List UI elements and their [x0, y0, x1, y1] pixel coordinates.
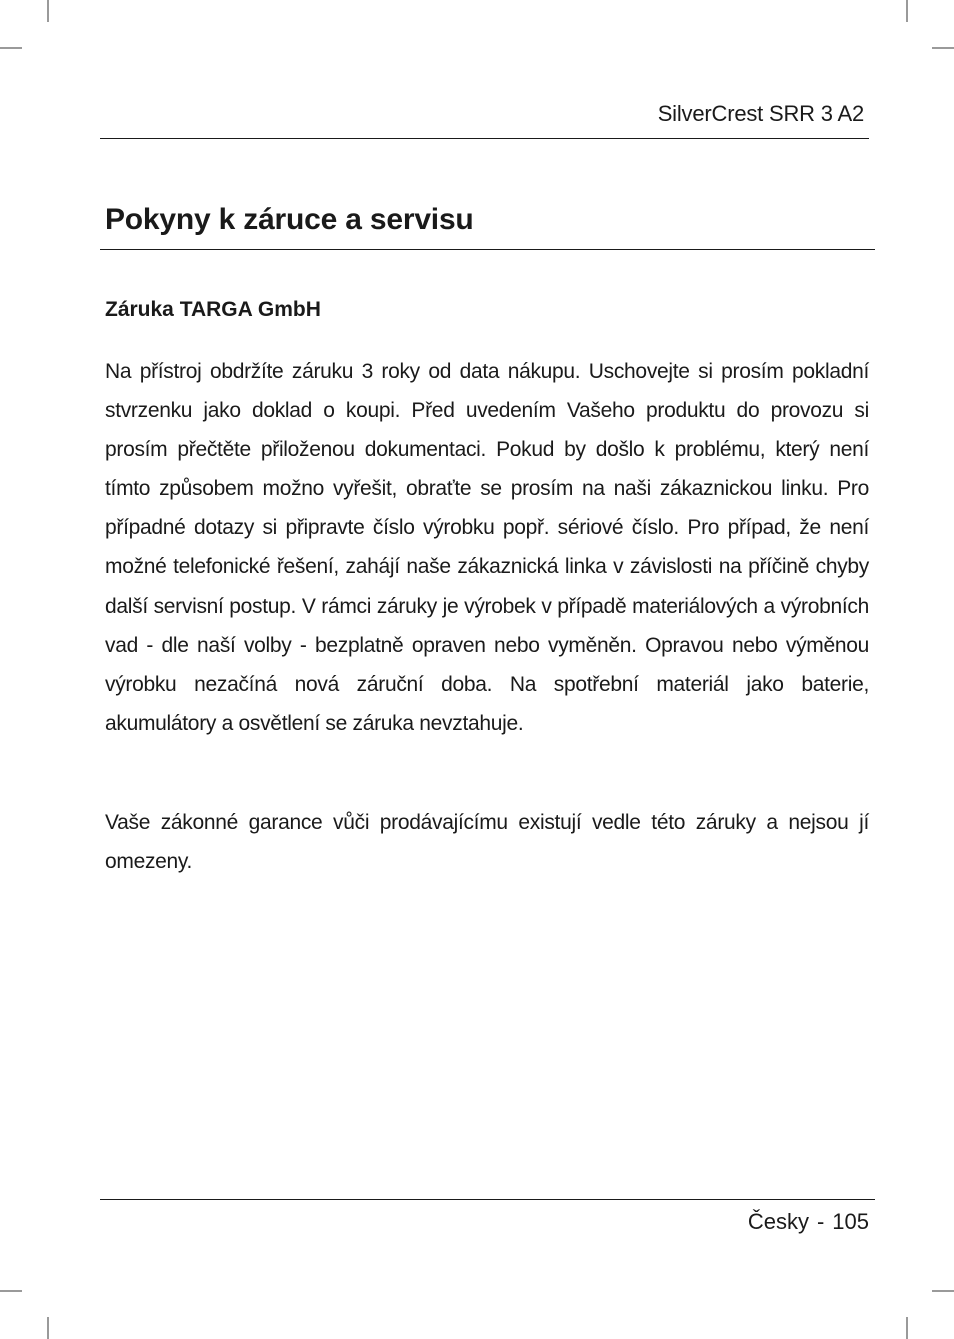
crop-mark	[906, 1317, 908, 1339]
page-number: 105	[832, 1209, 869, 1234]
crop-mark	[932, 47, 954, 49]
title-rule	[100, 249, 875, 250]
footer-rule	[100, 1199, 875, 1200]
section-heading: Záruka TARGA GmbH	[105, 298, 321, 321]
page-title: Pokyny k záruce a servisu	[105, 203, 474, 236]
legal-guarantee-paragraph: Vaše zákonné garance vůči prodávajícímu existují vedle této záruky a nejsou jí omezeny.	[105, 811, 869, 874]
crop-mark	[0, 1290, 22, 1292]
warranty-paragraph: Na přístroj obdržíte záruku 3 roky od data nákupu. Uschovejte si prosím pokladní stvrzenku jako doklad o koupi. Před uvedením Vašeho produktu do provozu si prosím přečtěte přiloženou dokumentaci. Pokud by došlo k problému, který není tímto způsobem možno vyřešit, obraťte se prosím na naši zákaznickou linku. Pro případné dotazy si připravte číslo výrobku popř. sériové číslo. Pro případ, že není možné telefonické řešení, zahájí naše zákaznická linka v závislosti na příčině chyby další servisní postup. V rámci záruky je výrobek v případě materiálových a výrobních vad - dle naší volby - bezplatně opraven nebo vyměněn. Opravou nebo výměnou výrobku nezačíná nová záruční doba. Na spotřební materiál jako baterie, akumulátory a osvětlení se záruka nevztahuje.	[105, 360, 869, 735]
crop-mark	[47, 0, 49, 22]
running-header: SilverCrest SRR 3 A2	[657, 101, 864, 126]
footer-separator: -	[816, 1209, 825, 1234]
crop-mark	[0, 47, 22, 49]
crop-mark	[906, 0, 908, 22]
crop-mark	[47, 1317, 49, 1339]
footer-language: Česky	[747, 1209, 809, 1234]
page-footer	[100, 1206, 869, 1238]
header-rule	[100, 138, 869, 139]
crop-mark	[932, 1290, 954, 1292]
